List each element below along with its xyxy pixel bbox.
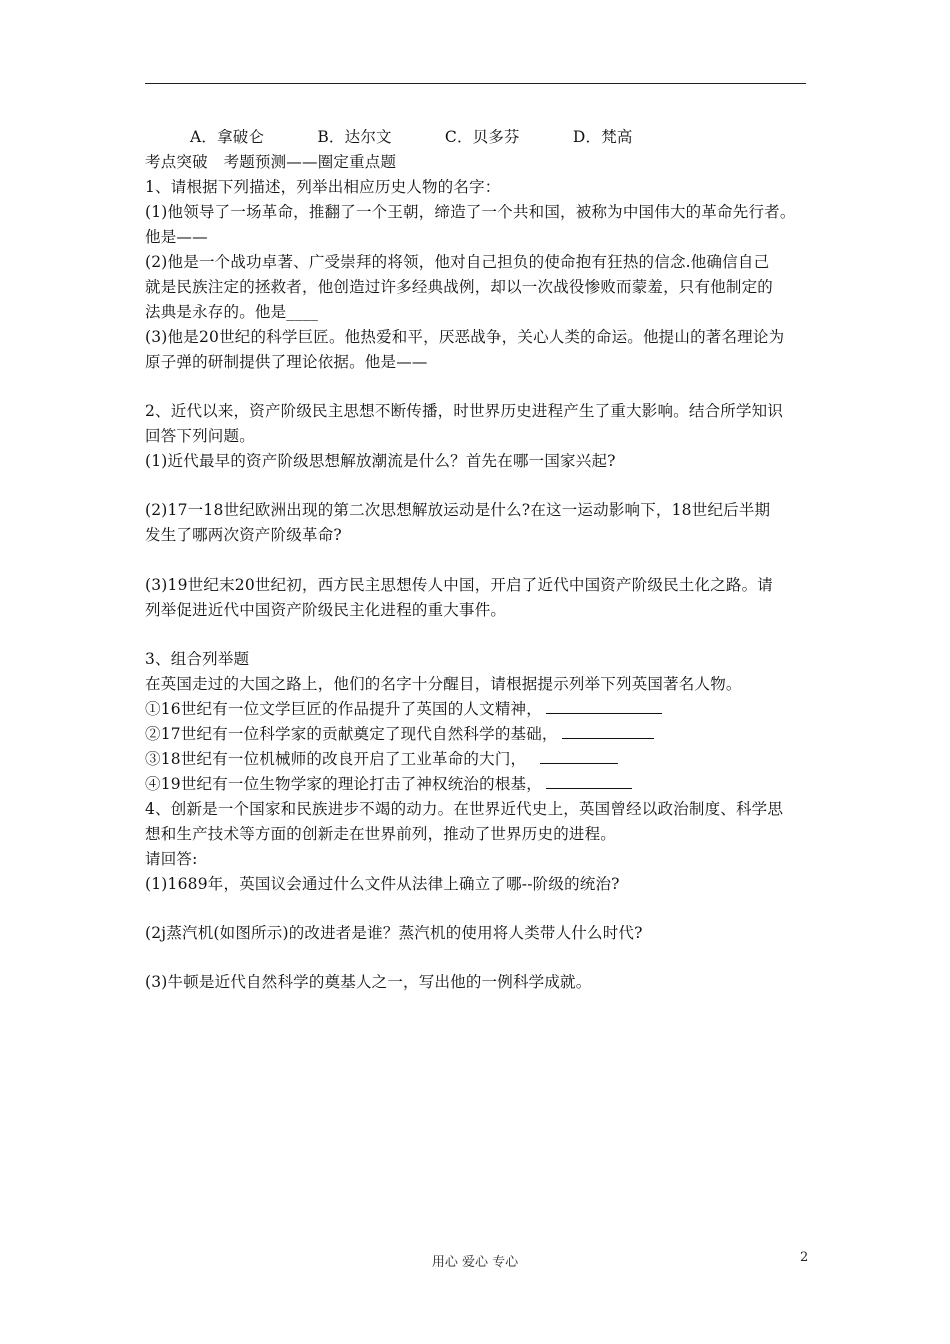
question-4-part-1: (1)1689年，英国议会通过什么文件从法律上确立了哪--阶级的统治? xyxy=(145,875,620,893)
answer-blank[interactable] xyxy=(546,774,632,789)
answer-blank[interactable] xyxy=(540,749,618,764)
question-4-stem-line-1: 4、创新是一个国家和民族进步不竭的动力。在世界近代史上，英国曾经以政治制度、科学思 xyxy=(145,800,784,818)
question-4-prompt: 请回答: xyxy=(145,850,198,868)
question-3-stem: 在英国走过的大国之路上，他们的名字十分醒目，请根据提示列举下列英国著名人物。 xyxy=(145,675,742,693)
question-2-part-3-line-1: (3)19世纪末20世纪初，西方民主思想传人中国，开启了近代中国资产阶级民土化之路。请 xyxy=(145,576,774,594)
answer-options xyxy=(190,127,855,147)
question-2-stem-line-2: 回答下列问题。 xyxy=(145,427,255,445)
item-4-text: ④19世纪有一位生物学家的理论打击了神权统治的根基， xyxy=(145,775,542,793)
page-number: 2 xyxy=(800,1250,809,1265)
option-c: C．贝多芬 xyxy=(444,128,520,146)
question-1-part-2-line-3: 法典是永存的。他是____ xyxy=(145,303,319,321)
question-1-part-1-answer: 他是—— xyxy=(145,228,208,246)
answer-blank[interactable] xyxy=(562,724,654,739)
question-1-stem: 1、请根据下列描述，列举出相应历史人物的名字： xyxy=(145,178,501,196)
option-b: B．达尔文 xyxy=(317,128,392,146)
item-3-text: ③18世纪有一位机械师的改良开启了工业革命的大门， xyxy=(145,750,527,768)
item-2-text: ②17世纪有一位科学家的贡献奠定了现代自然科学的基础， xyxy=(145,725,558,743)
question-2-part-2-line-1: (2)17一18世纪欧洲出现的第二次思想解放运动是什么?在这一运动影响下，18世纪后半期 xyxy=(145,501,771,519)
question-1-part-3-line-1: (3)他是20世纪的科学巨匠。他热爱和平，厌恶战争，关心人类的命运。他提山的著名理论为 xyxy=(145,328,785,346)
question-3-item-1 xyxy=(145,699,810,719)
question-3-title: 3、组合列举题 xyxy=(145,650,250,668)
question-2-part-1: (1)近代最早的资产阶级思想解放潮流是什么？首先在哪一国家兴起? xyxy=(145,452,616,470)
page-footer: 用心 爱心 专心 xyxy=(431,1255,519,1270)
header-rule xyxy=(145,83,806,84)
question-1-part-3-line-2: 原子弹的研制提供了理论依据。他是—— xyxy=(145,353,428,371)
question-1-part-2-line-1: (2)他是一个战功卓著、广受崇拜的将领，他对自己担负的使命抱有狂热的信念.他确信自己 xyxy=(145,253,770,271)
question-2-part-3-line-2: 列举促进近代中国资产阶级民主化进程的重大事件。 xyxy=(145,601,507,619)
question-2-stem-line-1: 2、近代以来，资产阶级民主思想不断传播，时世界历史进程产生了重大影响。结合所学知识 xyxy=(145,402,784,420)
question-3-item-2 xyxy=(145,724,810,744)
question-3-item-3 xyxy=(145,749,810,769)
option-d: D．梵高 xyxy=(572,128,633,146)
question-2-part-2-line-2: 发生了哪两次资产阶级革命? xyxy=(145,526,342,544)
question-4-part-3: (3)牛顿是近代自然科学的奠基人之一，写出他的一例科学成就。 xyxy=(145,973,592,991)
question-4-part-2: (2j蒸汽机(如图所示)的改进者是谁？蒸汽机的使用将人类带人什么时代? xyxy=(145,924,643,942)
question-3-item-4 xyxy=(145,774,810,794)
item-1-text: ①16世纪有一位文学巨匠的作品提升了英国的人文精神， xyxy=(145,700,542,718)
option-a: A．拿破仑 xyxy=(190,128,265,146)
question-4-stem-line-2: 想和生产技术等方面的创新走在世界前列，推动了世界历史的进程。 xyxy=(145,825,617,843)
section-heading: 考点突破 考题预测——圈定重点题 xyxy=(145,153,397,171)
question-1-part-1: (1)他领导了一场革命，推翻了一个王朝，缔造了一个共和国，被称为中国伟大的革命先行者。 xyxy=(145,203,796,221)
answer-blank[interactable] xyxy=(546,699,662,714)
question-1-part-2-line-2: 就是民族注定的拯救者，他创造过许多经典战例，却以一次战役惨败而蒙羞，只有他制定的 xyxy=(145,278,774,296)
